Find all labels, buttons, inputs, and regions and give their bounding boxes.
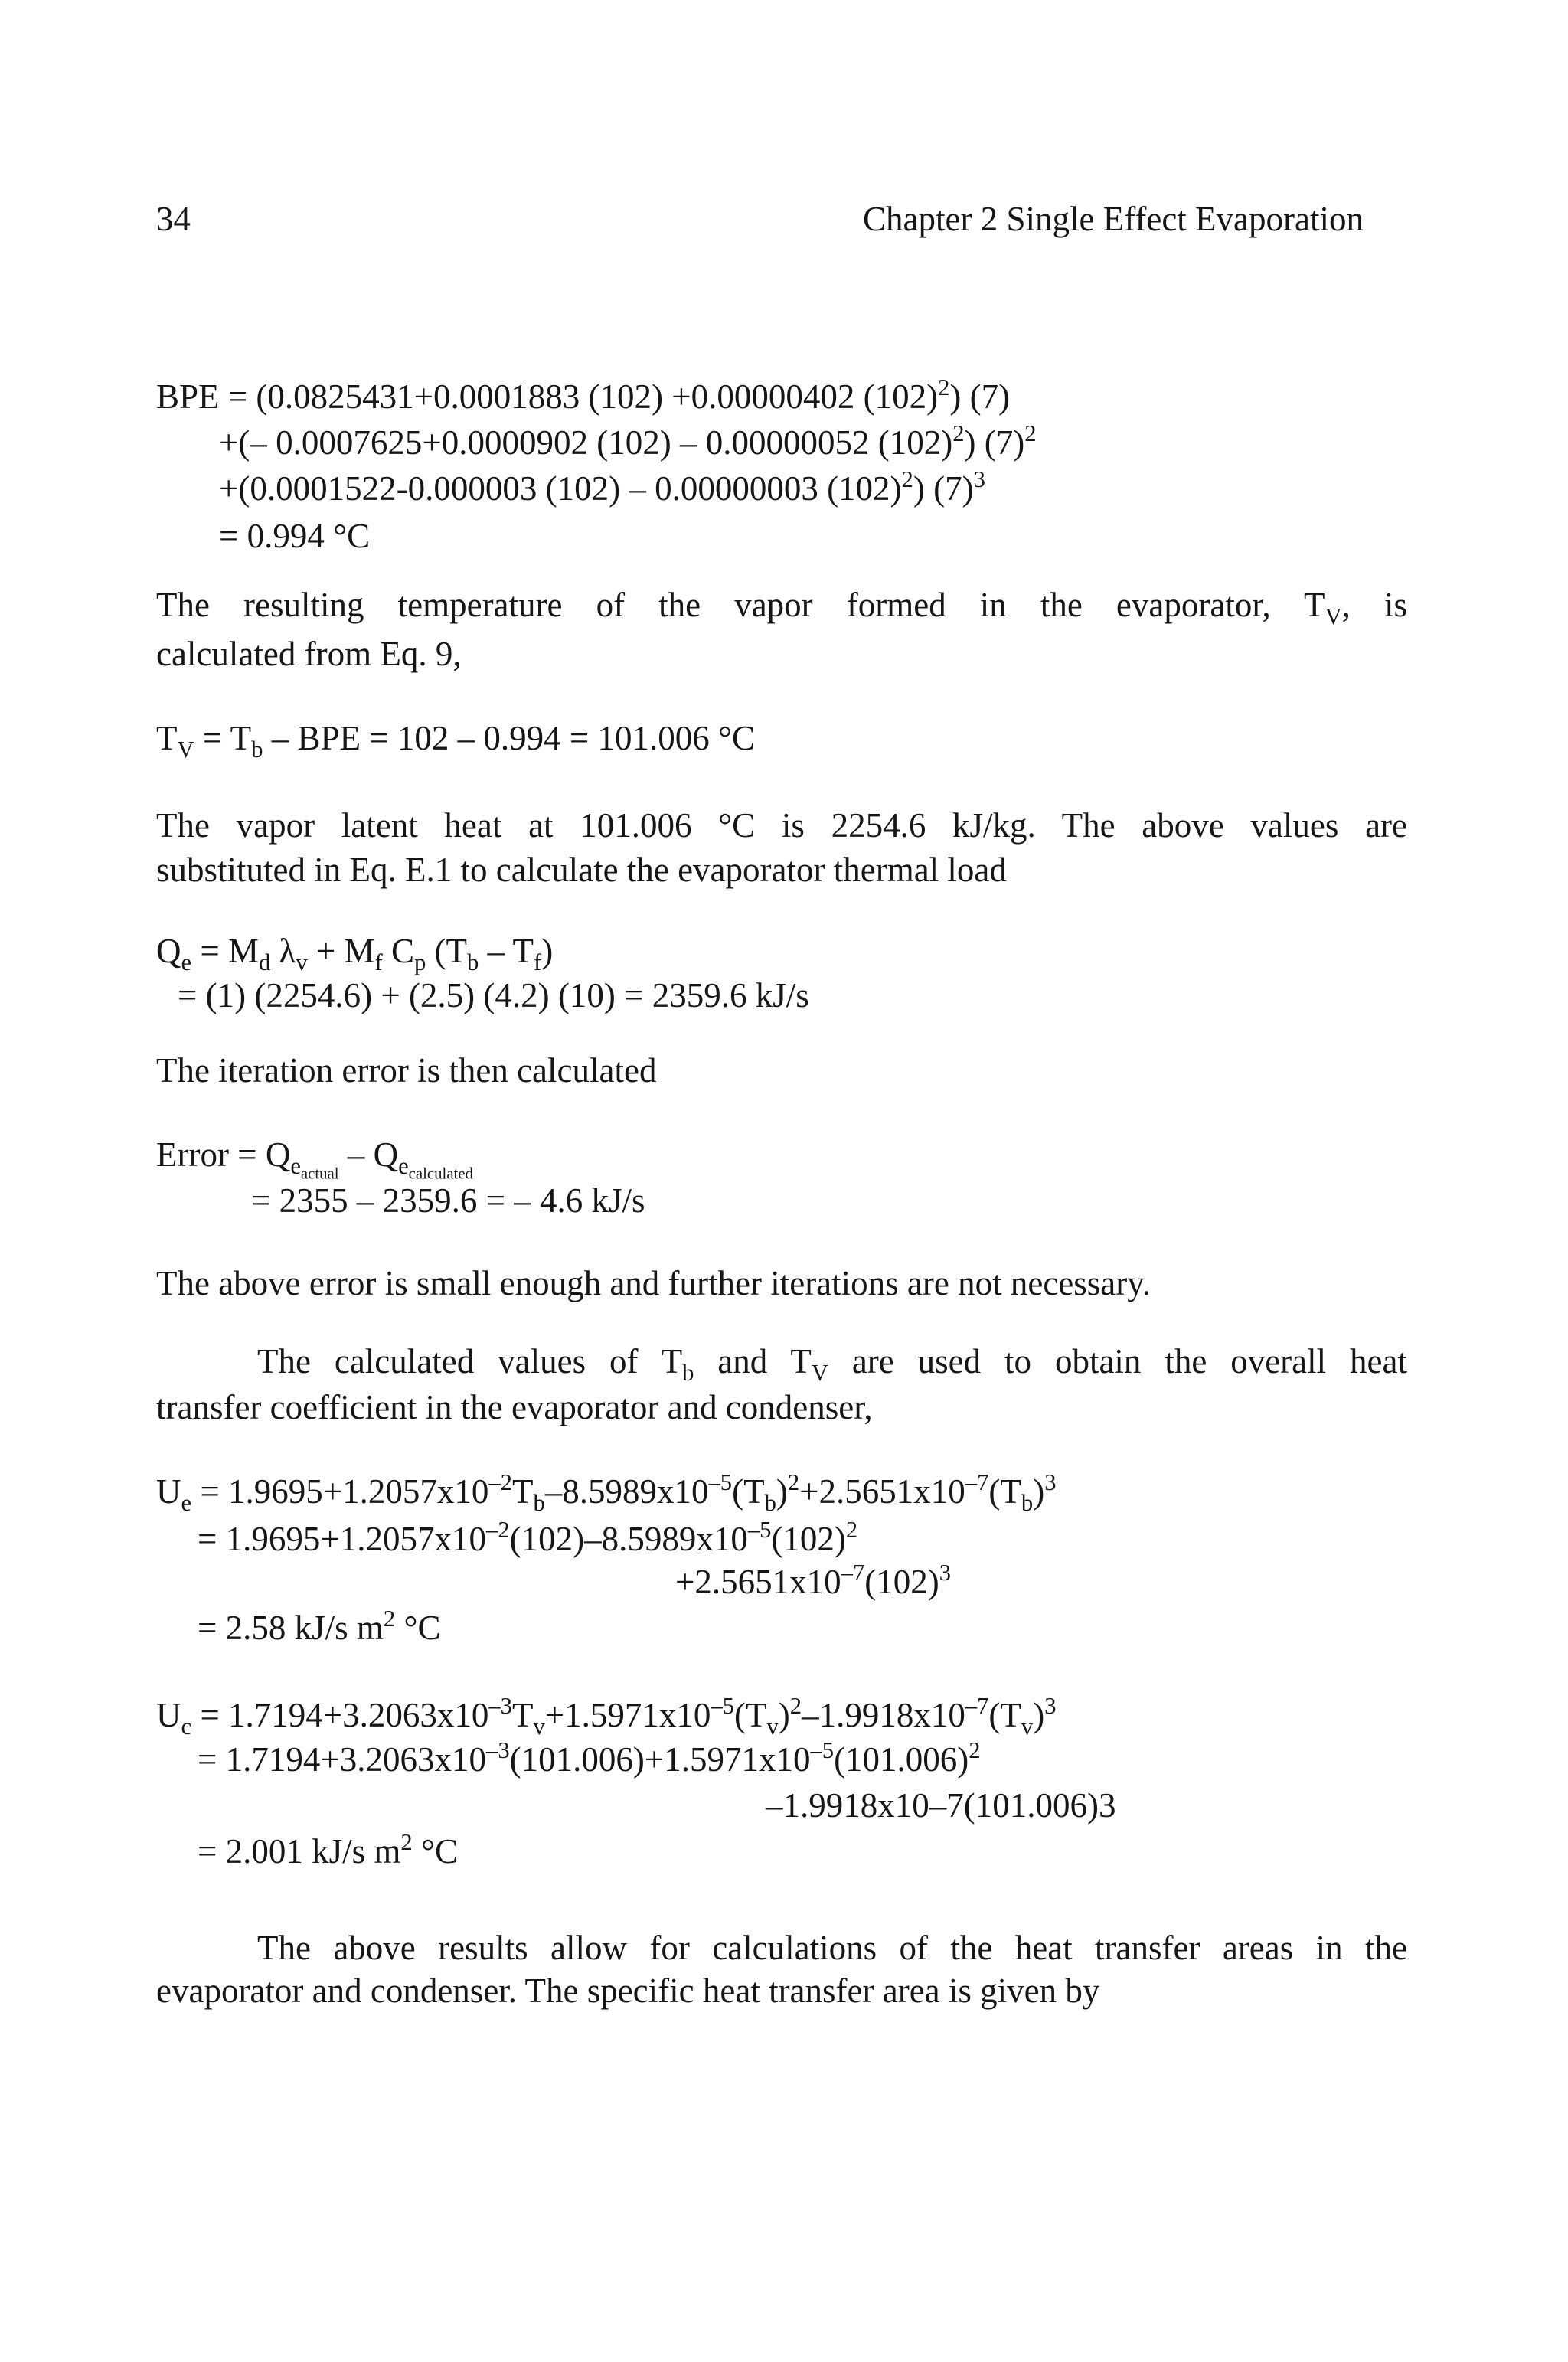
ue-line-3: $+2.5651x10^{-7}(102)^3$ [675, 1560, 952, 1601]
uc-line-2: = $1.7194+3.2063x10^{-3}(101.006)+1.5971x10^{-5}(101.006)^2$ [198, 1737, 981, 1779]
paragraph-line: The above results allow for calculations of the heat transfer areas in the [257, 1929, 1407, 1967]
paragraph-line: The vapor latent heat at 101.006 °C is 2254.6 kJ/kg. The above values are [156, 806, 1407, 845]
bpe-line-3: +(0.0001522-0.000003 (102) – 0.00000003 $(102)^2$) $(7)^3$ [219, 466, 985, 508]
paragraph-line: calculated from Eq. 9, [156, 635, 462, 673]
bpe-line-2: +(– 0.0007625+0.0000902 (102) – 0.00000052 $(102)^2$) $(7)^2$ [219, 420, 1037, 462]
ue-line-2: = $1.9695+1.2057x10^{-2}(102)-8.5989x10^{-5}(102)^2$ [198, 1517, 858, 1558]
qe-line-1: $Q_e = M_d$ $\lambda_v + M_f$ $C_p$ $(T_b - T_f)$ [156, 932, 554, 975]
paragraph-error-small: The above error is small enough and further iterations are not necessary. [156, 1264, 1152, 1302]
ue-line-1: $U_e = 1.9695+1.2057x10^{-2}T_b-8.5989x10^{-5}(T_b)^2+2.5651x10^{-7}(T_b)^3$ [156, 1469, 1057, 1516]
paragraph-line: The calculated values of $T_b$ and $T_V$ are used to obtain the overall heat [257, 1342, 1407, 1386]
ue-result: = 2.58 kJ/s $m^2$ °C [198, 1606, 441, 1647]
error-line-2: = 2355 – 2359.6 = – 4.6 kJ/s [251, 1181, 645, 1220]
chapter-title: Chapter 2 Single Effect Evaporation [863, 200, 1364, 238]
bpe-result: = 0.994 °C [219, 517, 371, 555]
error-line-1: Error = $Q_{e_{actual}} - Q_{e_{calculated}}$ [156, 1135, 473, 1183]
uc-line-1: $U_c = 1.7194+3.2063x10^{-3}T_v+1.5971x10^{-5}(T_v)^2-1.9918x10^{-7}(T_v)^3$ [156, 1693, 1057, 1740]
uc-result: = 2.001 kJ/s $m^2$ °C [198, 1829, 458, 1870]
paragraph-line: transfer coefficient in the evaporator and condenser, [156, 1388, 873, 1426]
uc-line-3: –1.9918x10–7(101.006)3 [766, 1786, 1116, 1825]
page-number: 34 [156, 200, 191, 238]
paragraph-line: The resulting temperature of the vapor formed in the evaporator, $T_V$, is [156, 586, 1408, 629]
paragraph-line: evaporator and condenser. The specific heat transfer area is given by [156, 1972, 1100, 2010]
qe-line-2: = (1) (2254.6) + (2.5) (4.2) (10) = 2359.6 kJ/s [178, 976, 809, 1014]
paragraph-iteration-error: The iteration error is then calculated [156, 1051, 657, 1090]
bpe-line-1: BPE = (0.0825431+0.0001883 (102) +0.00000402 $(102)^2$) (7) [156, 374, 1011, 416]
paragraph-line: substituted in Eq. E.1 to calculate the evaporator thermal load [156, 851, 1007, 889]
tv-equation: $T_V = T_b$ – BPE = 102 – 0.994 = 101.006 °C [156, 719, 756, 763]
